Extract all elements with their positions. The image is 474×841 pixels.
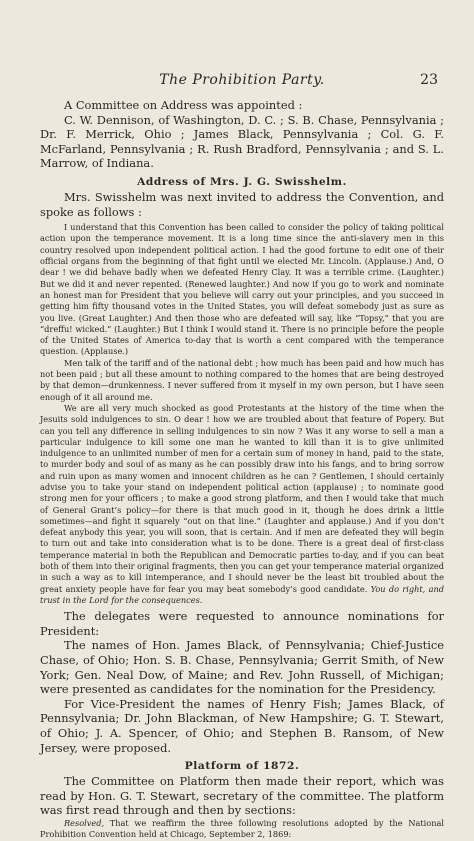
page-content bbox=[40, 98, 444, 841]
running-header bbox=[40, 72, 444, 90]
speech-paragraph-1: I understand that this Convention has been called to consider the policy of taking political action upon the temperance movement. It is a long time since the anti-slavery men in this country resolved upon independent political action. I had the good fortune to edit one of their official organs from the beginning of that fight until we elected Mr. Lincoln. (Applause.) And, O dear ! we did behave badly when we defeated Henry Clay. It was a terrible crime. (Laughter.) But we did it and never repented. (Renewed laughter.) And now if you go to work and nominate an honest man for President that you believe will carry out your principles, and you succeed in getting him fifty thousand votes in the United States, you will defeat somebody just as sure as you live. (Great Laughter.) And then those who are defeated will say, like “Topsy,” that you are “dreffu! wicked.” (Laughter.) But I think I would stand it. There is no principle before the people of the United States of America to-day that is worth a cent compared with the temperance question. (Applause.) bbox=[40, 222, 444, 357]
resolution bbox=[40, 818, 444, 841]
running-title: The Prohibition Party. bbox=[159, 72, 325, 88]
resolved-label: Resolved, bbox=[64, 817, 105, 828]
committee-members: C. W. Dennison, of Washington, D. C. ; S. B. Chase, Pennsylvania ; Dr. F. Merrick, Ohio ; James Black, Pennsylvania ; Col. G. F. McFarland, Pennsylvania ; R. Rush Bradford, Pennsylvania ; and S. L. Marrow, of Indiana. bbox=[40, 112, 444, 171]
address-intro: Mrs. Swisshelm was next invited to address the Convention, and spoke as follows : bbox=[40, 189, 444, 219]
nominations-vice-president: For Vice-President the names of Henry Fish; James Black, of Pennsylvania; Dr. John Blackman, of New Hampshire; G. T. Stewart, of Ohio; J. A. Spencer, of Ohio; and Stephen B. Ransom, of New Jersey, were proposed. bbox=[40, 696, 444, 755]
resolved-text: That we reaffirm the three following resolutions adopted by the National Prohibition Convention held at Chicago, September 2, 1869: bbox=[40, 817, 444, 840]
nominations-president: The names of Hon. James Black, of Pennsylvania; Chief-Justice Chase, of Ohio; Hon. S. B. Chase, Pennsylvania; Gerrit Smith, of New York; Gen. Neal Dow, of Maine; and Rev. John Russell, of Michigan; were presented as candidates for the nomination for the Presidency. bbox=[40, 638, 444, 697]
speech-paragraph-3 bbox=[40, 403, 444, 606]
speech-closing: You do right, and trust in the Lord for the consequences. bbox=[40, 583, 444, 605]
speech-paragraph-2: Men talk of the tariff and of the national debt ; how much has been paid and how much has not been paid ; but all these amount to nothing compared to the homes that are being destroyed by that demon—drunkenness. I never suffered from it myself in my own person, but I have seen enough of it all around me. bbox=[40, 357, 445, 402]
page-number: 23 bbox=[420, 72, 438, 88]
platform-text: The Committee on Platform then made their report, which was read by Hon. G. T. Stewart, secretary of the committee. The platform was first read through and then by sections: bbox=[40, 774, 444, 818]
committee-intro: A Committee on Address was appointed : bbox=[64, 98, 303, 112]
speech-paragraph-3-main: We are all very much shocked as good Protestants at the history of the time when the Jesuits sold indulgences to sin. O dear ! how we are troubled about that feature of Popery. But can you tell any difference in selling indulgences to sin now ? Was it any worse to sell a man a particular indulgence to kill some one man he wanted to kill than it is to give unlimited indulgence to an unlimited number of men for a certain sum of money in hand, paid to the state, to murder body and soul of as many as he can possibly draw into his fangs, and to bring sorrow and ruin upon as many women and innocent children as he can ? Gentlemen, I should certainly advise you to take your stand on independent political action (applause) ; to nominate good strong men for your officers ; to make a good strong platform, and then I would take that much of General Grant’s policy—for there is that much good in it, though he does drink a little sometimes—and fight it squarely “out on that line.” (Laughter and applause.) And if you don’t defeat anybody this year, you will soon, that is certain. And if men are defeated they will begin to turn out and take into consideration what is to be done. There is a great deal of first-class temperance material in both the Republican and Democratic parties to-day, and if you can beat both of them into their original fragments, then you can get your temperance material organized in such a way as to kill intemperance, and I should never be the least bit troubled about the great anxiety people have for fear you may beat somebody’s good candidate. bbox=[40, 402, 444, 594]
platform-heading: Platform of 1872. bbox=[184, 760, 300, 773]
nominations-intro: The delegates were requested to announce nominations for President: bbox=[40, 609, 444, 638]
address-heading: Address of Mrs. J. G. Swisshelm. bbox=[137, 175, 347, 188]
